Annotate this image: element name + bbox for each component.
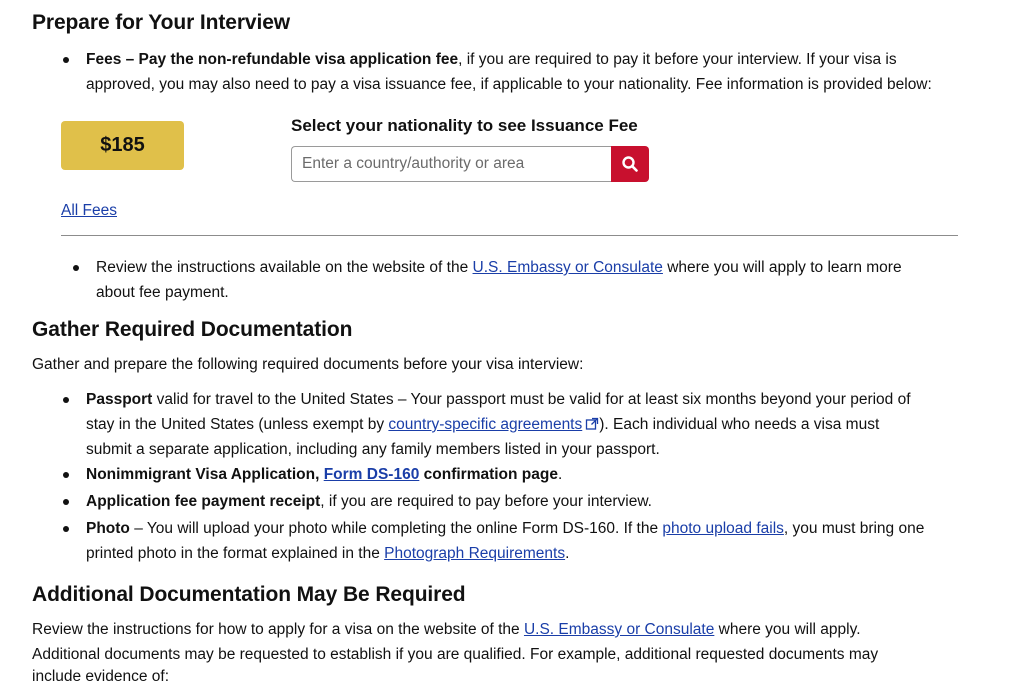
all-fees-row	[61, 198, 117, 223]
photo-line-2	[86, 541, 569, 566]
review-line-2: about fee payment.	[96, 284, 229, 301]
additional-line-3: include evidence of:	[32, 668, 170, 685]
bullet	[63, 526, 69, 532]
ds160-end: .	[557, 466, 563, 483]
divider	[61, 235, 958, 236]
review-text-end: where you will apply to learn more	[662, 259, 902, 276]
embassy-link-2[interactable]: U.S. Embassy or Consulate	[523, 621, 715, 638]
passport-line-3: submit a separate application, including any family members listed in your passport.	[86, 441, 660, 458]
nationality-search-input[interactable]	[291, 146, 620, 182]
all-fees-link[interactable]: All Fees	[61, 202, 117, 219]
bullet	[63, 472, 69, 478]
additional-line-2: Additional documents may be requested to establish if you are qualified. For example, additional requested documents may	[32, 646, 879, 663]
form-ds160-link[interactable]: Form DS-160	[323, 466, 420, 483]
search-icon	[621, 155, 639, 173]
photo-text-4: .	[565, 545, 570, 562]
passport-line-2	[86, 412, 879, 437]
passport-bold: Passport	[86, 391, 153, 408]
ds160-line	[86, 462, 562, 487]
ds160-bold: Nonimmigrant Visa Application,	[86, 466, 324, 483]
photo-text-3: printed photo in the format explained in the	[86, 545, 385, 562]
fees-bold: Fees – Pay the non-refundable visa application fee	[86, 51, 459, 68]
passport-text: valid for travel to the United States – Your passport must be valid for at least six months beyond your period of	[152, 391, 911, 408]
passport-line-1	[86, 387, 911, 412]
visa-fee-amount: $185	[61, 121, 184, 170]
photo-text: – You will upload your photo while completing the online Form DS-160. If the	[129, 520, 663, 537]
photo-line-1	[86, 516, 924, 541]
passport-text-3: ). Each individual who needs a visa must	[599, 416, 880, 433]
country-agreements-label: country-specific agreements	[388, 416, 583, 433]
photograph-requirements-link[interactable]: Photograph Requirements	[384, 545, 566, 562]
additional-text: Review the instructions for how to apply for a visa on the website of the	[32, 621, 524, 638]
gather-intro: Gather and prepare the following required documents before your visa interview:	[32, 356, 584, 373]
passport-text-2: stay in the United States (unless exempt by	[86, 416, 389, 433]
country-agreements-link[interactable]	[388, 416, 599, 433]
additional-text-2: where you will apply.	[714, 621, 861, 638]
fees-line-2: approved, you may also need to pay a visa issuance fee, if applicable to your nationality. Fee information is provided below:	[86, 76, 932, 93]
fees-line-1	[86, 47, 897, 72]
ds160-bold-2: confirmation page	[419, 466, 558, 483]
photo-bold: Photo	[86, 520, 130, 537]
nationality-label: Select your nationality to see Issuance Fee	[291, 116, 638, 135]
nationality-search-button[interactable]	[611, 146, 649, 182]
section-heading-gather: Gather Required Documentation	[32, 318, 353, 341]
receipt-line	[86, 489, 652, 514]
fees-text: , if you are required to pay it before your interview. If your visa is	[458, 51, 897, 68]
section-heading-prepare: Prepare for Your Interview	[32, 11, 291, 34]
section-heading-additional: Additional Documentation May Be Required	[32, 583, 466, 606]
review-text: Review the instructions available on the website of the	[96, 259, 473, 276]
bullet	[63, 57, 69, 63]
additional-line-1	[32, 617, 861, 642]
photo-text-2: , you must bring one	[783, 520, 925, 537]
photo-upload-fails-link[interactable]: photo upload fails	[662, 520, 784, 537]
embassy-link[interactable]: U.S. Embassy or Consulate	[472, 259, 663, 276]
receipt-bold: Application fee payment receipt	[86, 493, 321, 510]
bullet	[63, 499, 69, 505]
receipt-text: , if you are required to pay before your interview.	[320, 493, 652, 510]
bullet	[63, 397, 69, 403]
bullet	[73, 265, 79, 271]
external-link-icon	[585, 417, 599, 431]
review-line-1	[96, 255, 902, 280]
